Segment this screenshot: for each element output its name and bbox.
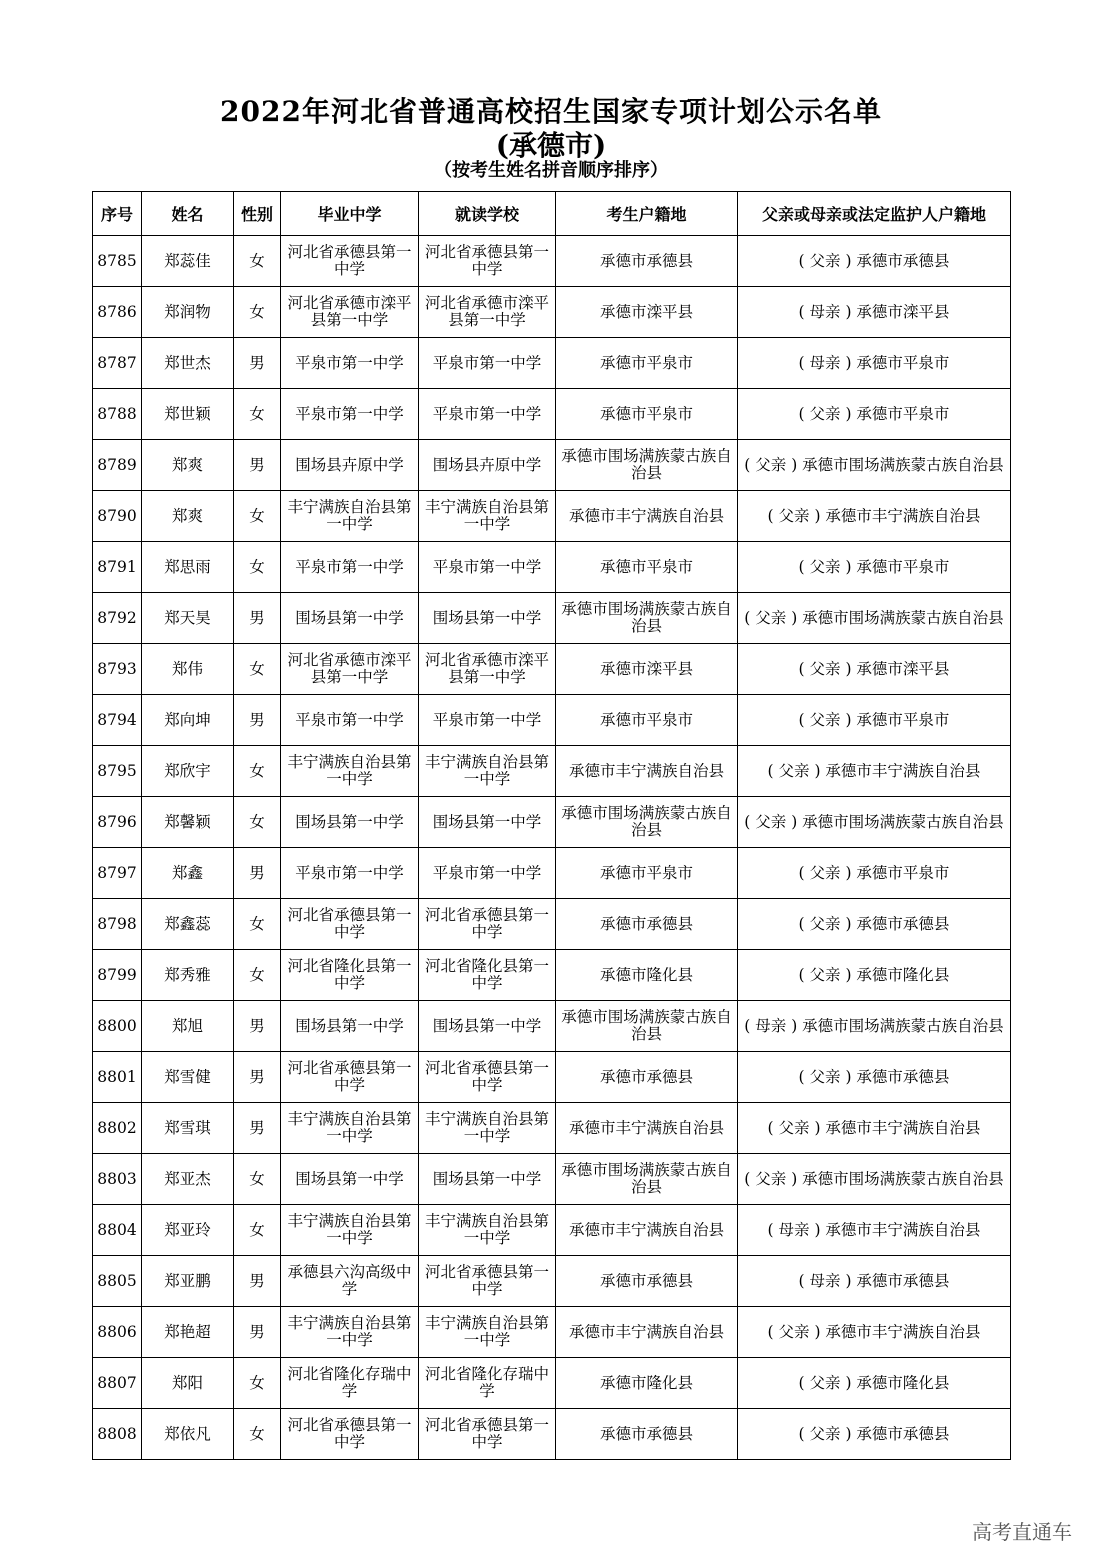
cell-hukou: 承德市隆化县 [556,950,738,1001]
cell-number: 8795 [93,746,142,797]
cell-parent-hukou: ( 父亲 ) 承德市丰宁满族自治县 [738,746,1011,797]
cell-number: 8799 [93,950,142,1001]
table-row [93,1409,1011,1460]
cell-name: 郑鑫蕊 [142,899,234,950]
cell-parent-hukou: ( 父亲 ) 承德市围场满族蒙古族自治县 [738,797,1011,848]
cell-hukou: 承德市承德县 [556,899,738,950]
cell-name: 郑亚杰 [142,1154,234,1205]
cell-current-school: 平泉市第一中学 [419,848,556,899]
cell-hukou: 承德市围场满族蒙古族自治县 [556,1154,738,1205]
cell-hukou: 承德市丰宁满族自治县 [556,746,738,797]
cell-hukou: 承德市承德县 [556,236,738,287]
cell-parent-hukou: ( 父亲 ) 承德市隆化县 [738,950,1011,1001]
table-row [93,746,1011,797]
cell-name: 郑润物 [142,287,234,338]
cell-hukou: 承德市隆化县 [556,1358,738,1409]
cell-name: 郑世颖 [142,389,234,440]
cell-current-school: 围场县第一中学 [419,1154,556,1205]
cell-parent-hukou: ( 父亲 ) 承德市承德县 [738,1409,1011,1460]
cell-sex: 男 [234,593,281,644]
cell-graduation-school: 河北省承德县第一中学 [281,1409,419,1460]
cell-name: 郑天昊 [142,593,234,644]
table-row [93,1052,1011,1103]
cell-number: 8786 [93,287,142,338]
cell-number: 8787 [93,338,142,389]
cell-graduation-school: 平泉市第一中学 [281,542,419,593]
cell-current-school: 河北省隆化县第一中学 [419,950,556,1001]
cell-hukou: 承德市滦平县 [556,644,738,695]
cell-graduation-school: 围场县第一中学 [281,1154,419,1205]
table-row [93,1256,1011,1307]
cell-parent-hukou: ( 父亲 ) 承德市平泉市 [738,695,1011,746]
cell-graduation-school: 丰宁满族自治县第一中学 [281,1205,419,1256]
cell-graduation-school: 丰宁满族自治县第一中学 [281,1307,419,1358]
cell-hukou: 承德市围场满族蒙古族自治县 [556,593,738,644]
cell-parent-hukou: ( 父亲 ) 承德市丰宁满族自治县 [738,1103,1011,1154]
table-row [93,287,1011,338]
cell-sex: 男 [234,695,281,746]
header-sex: 性别 [234,192,281,236]
cell-parent-hukou: ( 父亲 ) 承德市隆化县 [738,1358,1011,1409]
cell-name: 郑雪健 [142,1052,234,1103]
cell-number: 8788 [93,389,142,440]
table-row [93,950,1011,1001]
table-row [93,695,1011,746]
table-row [93,644,1011,695]
table-row [93,1205,1011,1256]
cell-sex: 女 [234,950,281,1001]
table-row [93,593,1011,644]
cell-hukou: 承德市滦平县 [556,287,738,338]
cell-parent-hukou: ( 母亲 ) 承德市平泉市 [738,338,1011,389]
cell-number: 8800 [93,1001,142,1052]
cell-parent-hukou: ( 母亲 ) 承德市丰宁满族自治县 [738,1205,1011,1256]
cell-number: 8796 [93,797,142,848]
cell-current-school: 丰宁满族自治县第一中学 [419,1103,556,1154]
cell-number: 8808 [93,1409,142,1460]
cell-number: 8791 [93,542,142,593]
cell-sex: 女 [234,389,281,440]
cell-name: 郑鑫 [142,848,234,899]
table-row [93,338,1011,389]
cell-name: 郑爽 [142,491,234,542]
cell-sex: 男 [234,338,281,389]
table-row [93,1154,1011,1205]
table-row [93,542,1011,593]
cell-number: 8802 [93,1103,142,1154]
cell-graduation-school: 丰宁满族自治县第一中学 [281,746,419,797]
cell-hukou: 承德市承德县 [556,1256,738,1307]
cell-hukou: 承德市丰宁满族自治县 [556,1103,738,1154]
cell-current-school: 平泉市第一中学 [419,338,556,389]
table-row [93,899,1011,950]
table-row [93,1001,1011,1052]
cell-sex: 女 [234,287,281,338]
cell-parent-hukou: ( 父亲 ) 承德市平泉市 [738,542,1011,593]
cell-current-school: 丰宁满族自治县第一中学 [419,1307,556,1358]
cell-name: 郑艳超 [142,1307,234,1358]
cell-name: 郑亚鹏 [142,1256,234,1307]
cell-current-school: 河北省承德县第一中学 [419,1256,556,1307]
cell-number: 8801 [93,1052,142,1103]
cell-hukou: 承德市围场满族蒙古族自治县 [556,440,738,491]
cell-parent-hukou: ( 父亲 ) 承德市平泉市 [738,848,1011,899]
cell-sex: 男 [234,440,281,491]
table-row [93,440,1011,491]
table-row [93,1307,1011,1358]
cell-number: 8792 [93,593,142,644]
cell-graduation-school: 河北省承德县第一中学 [281,1052,419,1103]
cell-hukou: 承德市平泉市 [556,848,738,899]
cell-name: 郑依凡 [142,1409,234,1460]
cell-parent-hukou: ( 父亲 ) 承德市围场满族蒙古族自治县 [738,1154,1011,1205]
cell-number: 8806 [93,1307,142,1358]
cell-current-school: 河北省承德市滦平县第一中学 [419,287,556,338]
cell-graduation-school: 围场县卉原中学 [281,440,419,491]
cell-graduation-school: 河北省承德县第一中学 [281,899,419,950]
cell-sex: 女 [234,1154,281,1205]
cell-sex: 女 [234,797,281,848]
header-current-school: 就读学校 [419,192,556,236]
cell-current-school: 平泉市第一中学 [419,695,556,746]
cell-parent-hukou: ( 父亲 ) 承德市丰宁满族自治县 [738,491,1011,542]
cell-number: 8790 [93,491,142,542]
cell-hukou: 承德市平泉市 [556,389,738,440]
cell-hukou: 承德市平泉市 [556,695,738,746]
cell-graduation-school: 丰宁满族自治县第一中学 [281,491,419,542]
cell-graduation-school: 河北省隆化存瑞中学 [281,1358,419,1409]
document-subtitle: (承德市) [495,129,607,162]
cell-hukou: 承德市平泉市 [556,542,738,593]
cell-graduation-school: 围场县第一中学 [281,1001,419,1052]
cell-graduation-school: 河北省承德县第一中学 [281,236,419,287]
cell-parent-hukou: ( 父亲 ) 承德市围场满族蒙古族自治县 [738,440,1011,491]
cell-name: 郑向坤 [142,695,234,746]
cell-sex: 女 [234,1358,281,1409]
cell-name: 郑亚玲 [142,1205,234,1256]
cell-current-school: 丰宁满族自治县第一中学 [419,491,556,542]
cell-name: 郑馨颖 [142,797,234,848]
table-body [93,236,1011,1460]
cell-graduation-school: 河北省隆化县第一中学 [281,950,419,1001]
cell-name: 郑旭 [142,1001,234,1052]
table-row [93,848,1011,899]
cell-current-school: 河北省隆化存瑞中学 [419,1358,556,1409]
cell-number: 8804 [93,1205,142,1256]
cell-hukou: 承德市围场满族蒙古族自治县 [556,1001,738,1052]
cell-number: 8803 [93,1154,142,1205]
document-title: 2022年河北省普通高校招生国家专项计划公示名单 [220,95,882,128]
cell-current-school: 河北省承德市滦平县第一中学 [419,644,556,695]
cell-current-school: 河北省承德县第一中学 [419,236,556,287]
cell-name: 郑雪琪 [142,1103,234,1154]
cell-hukou: 承德市承德县 [556,1052,738,1103]
header-parent-hukou: 父亲或母亲或法定监护人户籍地 [738,192,1011,236]
cell-current-school: 围场县第一中学 [419,593,556,644]
cell-graduation-school: 承德县六沟高级中学 [281,1256,419,1307]
cell-sex: 男 [234,1307,281,1358]
cell-name: 郑蕊佳 [142,236,234,287]
cell-graduation-school: 河北省承德市滦平县第一中学 [281,644,419,695]
cell-parent-hukou: ( 父亲 ) 承德市承德县 [738,236,1011,287]
table-row [93,1103,1011,1154]
cell-sex: 男 [234,1001,281,1052]
cell-hukou: 承德市丰宁满族自治县 [556,1205,738,1256]
cell-parent-hukou: ( 父亲 ) 承德市滦平县 [738,644,1011,695]
cell-graduation-school: 平泉市第一中学 [281,695,419,746]
cell-current-school: 丰宁满族自治县第一中学 [419,746,556,797]
watermark: 高考直通车 [972,1520,1072,1544]
cell-number: 8785 [93,236,142,287]
table-row [93,797,1011,848]
cell-parent-hukou: ( 母亲 ) 承德市围场满族蒙古族自治县 [738,1001,1011,1052]
cell-sex: 女 [234,644,281,695]
cell-number: 8789 [93,440,142,491]
cell-hukou: 承德市平泉市 [556,338,738,389]
cell-number: 8793 [93,644,142,695]
cell-current-school: 围场县第一中学 [419,797,556,848]
cell-sex: 女 [234,899,281,950]
table-row [93,1358,1011,1409]
cell-graduation-school: 围场县第一中学 [281,593,419,644]
cell-name: 郑伟 [142,644,234,695]
cell-sex: 女 [234,491,281,542]
cell-graduation-school: 河北省承德市滦平县第一中学 [281,287,419,338]
roster-table [92,191,1011,1460]
cell-sex: 女 [234,542,281,593]
cell-hukou: 承德市围场满族蒙古族自治县 [556,797,738,848]
table-row [93,236,1011,287]
cell-number: 8797 [93,848,142,899]
cell-sex: 男 [234,1052,281,1103]
cell-sex: 女 [234,1205,281,1256]
cell-name: 郑阳 [142,1358,234,1409]
cell-parent-hukou: ( 父亲 ) 承德市丰宁满族自治县 [738,1307,1011,1358]
cell-current-school: 平泉市第一中学 [419,389,556,440]
cell-parent-hukou: ( 母亲 ) 承德市滦平县 [738,287,1011,338]
cell-number: 8798 [93,899,142,950]
cell-graduation-school: 丰宁满族自治县第一中学 [281,1103,419,1154]
header-no: 序号 [93,192,142,236]
cell-current-school: 河北省承德县第一中学 [419,1052,556,1103]
cell-number: 8805 [93,1256,142,1307]
header-hukou: 考生户籍地 [556,192,738,236]
cell-sex: 女 [234,746,281,797]
cell-current-school: 平泉市第一中学 [419,542,556,593]
cell-current-school: 河北省承德县第一中学 [419,1409,556,1460]
table-row [93,389,1011,440]
cell-sex: 女 [234,1409,281,1460]
cell-current-school: 围场县卉原中学 [419,440,556,491]
cell-number: 8794 [93,695,142,746]
cell-parent-hukou: ( 父亲 ) 承德市承德县 [738,899,1011,950]
sort-note: （按考生姓名拼音顺序排序） [434,160,668,181]
cell-hukou: 承德市丰宁满族自治县 [556,1307,738,1358]
cell-sex: 男 [234,848,281,899]
cell-current-school: 围场县第一中学 [419,1001,556,1052]
cell-graduation-school: 平泉市第一中学 [281,848,419,899]
cell-graduation-school: 平泉市第一中学 [281,338,419,389]
header-name: 姓名 [142,192,234,236]
cell-name: 郑爽 [142,440,234,491]
cell-hukou: 承德市承德县 [556,1409,738,1460]
cell-current-school: 丰宁满族自治县第一中学 [419,1205,556,1256]
cell-name: 郑思雨 [142,542,234,593]
cell-name: 郑世杰 [142,338,234,389]
cell-sex: 男 [234,1103,281,1154]
cell-hukou: 承德市丰宁满族自治县 [556,491,738,542]
cell-parent-hukou: ( 母亲 ) 承德市承德县 [738,1256,1011,1307]
table-header-row [93,192,1011,236]
cell-name: 郑秀雅 [142,950,234,1001]
cell-name: 郑欣宇 [142,746,234,797]
header-graduation-school: 毕业中学 [281,192,419,236]
cell-parent-hukou: ( 父亲 ) 承德市承德县 [738,1052,1011,1103]
cell-current-school: 河北省承德县第一中学 [419,899,556,950]
cell-parent-hukou: ( 父亲 ) 承德市围场满族蒙古族自治县 [738,593,1011,644]
cell-graduation-school: 围场县第一中学 [281,797,419,848]
cell-graduation-school: 平泉市第一中学 [281,389,419,440]
cell-sex: 男 [234,1256,281,1307]
cell-number: 8807 [93,1358,142,1409]
cell-parent-hukou: ( 父亲 ) 承德市平泉市 [738,389,1011,440]
cell-sex: 女 [234,236,281,287]
table-row [93,491,1011,542]
